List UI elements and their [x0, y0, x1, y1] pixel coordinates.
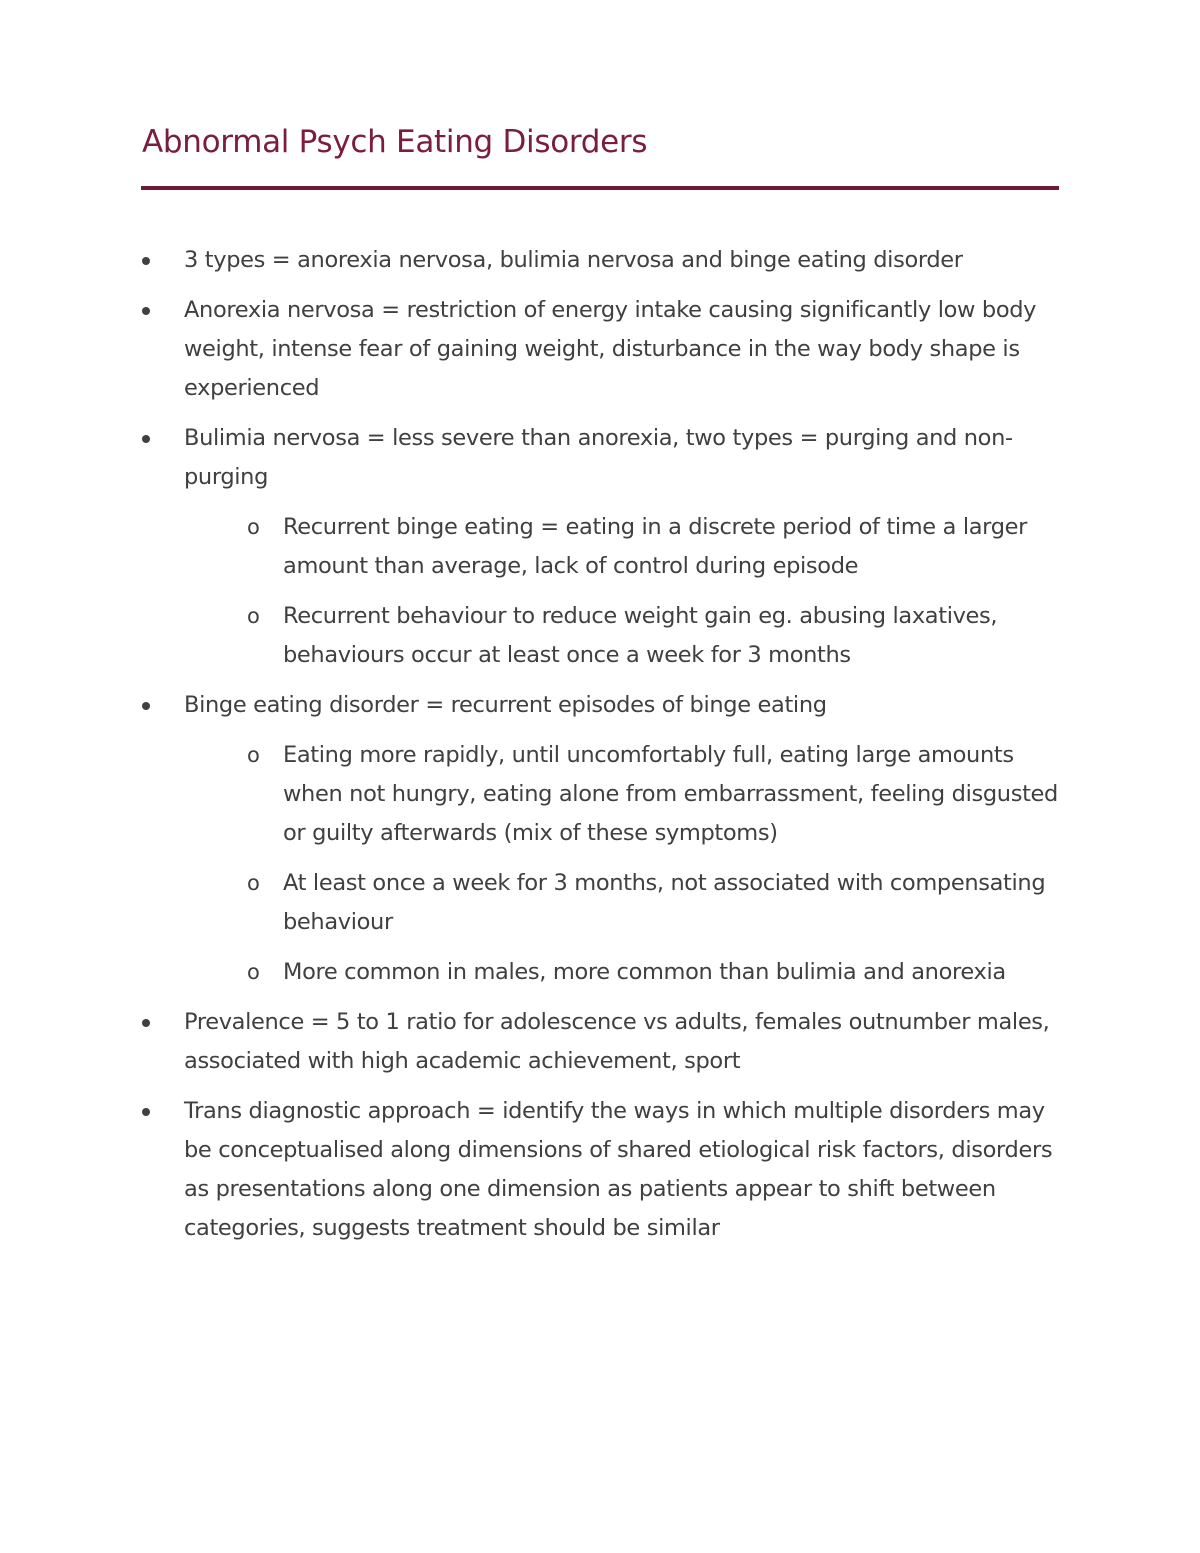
bullet-icon: [142, 702, 150, 710]
sub-list: [184, 736, 1064, 992]
list-item-text: Trans diagnostic approach = identify the ways in which multiple disorders may be conceptualised along dimensions of shared etiological risk factors, disorders as presentations along one dimension as patients appear to shift between categories, suggests treatment should be similar: [184, 1098, 1053, 1241]
circle-bullet-icon: o: [247, 960, 260, 984]
list-item: [0, 291, 1064, 408]
list-item: [0, 241, 1064, 280]
list-item: [0, 1003, 1064, 1081]
sub-list-item-text: More common in males, more common than bulimia and anorexia: [283, 959, 1006, 985]
bullet-icon: [142, 1108, 150, 1116]
sub-list-item: [0, 953, 1063, 992]
circle-bullet-icon: o: [247, 604, 260, 628]
list-item: [0, 1092, 1064, 1248]
sub-list-item-text: Recurrent binge eating = eating in a discrete period of time a larger amount than average, lack of control during episode: [283, 514, 1028, 579]
list-item-text: Bulimia nervosa = less severe than anorexia, two types = purging and non-purging: [184, 425, 1013, 490]
list-item-text: Binge eating disorder = recurrent episodes of binge eating: [184, 692, 827, 718]
bullet-icon: [142, 307, 150, 315]
list-item-text: Prevalence = 5 to 1 ratio for adolescence vs adults, females outnumber males, associated with high academic achievement, sport: [184, 1009, 1050, 1074]
sub-list-item-text: At least once a week for 3 months, not associated with compensating behaviour: [283, 870, 1046, 935]
sub-list-item-text: Eating more rapidly, until uncomfortably full, eating large amounts when not hungry, eating alone from embarrassment, feeling disgusted or guilty afterwards (mix of these symptoms): [283, 742, 1058, 846]
sub-list-item: [0, 508, 1063, 586]
list-item-text: Anorexia nervosa = restriction of energy intake causing significantly low body weight, intense fear of gaining weight, disturbance in the way body shape is experienced: [184, 297, 1037, 401]
list-item-text: 3 types = anorexia nervosa, bulimia nervosa and binge eating disorder: [184, 247, 963, 273]
circle-bullet-icon: o: [247, 871, 260, 895]
page-title: Abnormal Psych Eating Disorders: [142, 124, 648, 160]
bullet-icon: [142, 435, 150, 443]
title-underline: [141, 186, 1059, 190]
list-item: [0, 419, 1064, 675]
list-item: [0, 686, 1064, 992]
sub-list-item-text: Recurrent behaviour to reduce weight gain eg. abusing laxatives, behaviours occur at least once a week for 3 months: [283, 603, 998, 668]
sub-list-item: [0, 736, 1063, 853]
bullet-icon: [142, 257, 150, 265]
sub-list: [184, 508, 1064, 675]
sub-list-item: [0, 597, 1063, 675]
document-body: [0, 241, 1200, 1259]
bullet-list: [0, 241, 1200, 1248]
circle-bullet-icon: o: [247, 515, 260, 539]
sub-list-item: [0, 864, 1063, 942]
bullet-icon: [142, 1019, 150, 1027]
circle-bullet-icon: o: [247, 743, 260, 767]
